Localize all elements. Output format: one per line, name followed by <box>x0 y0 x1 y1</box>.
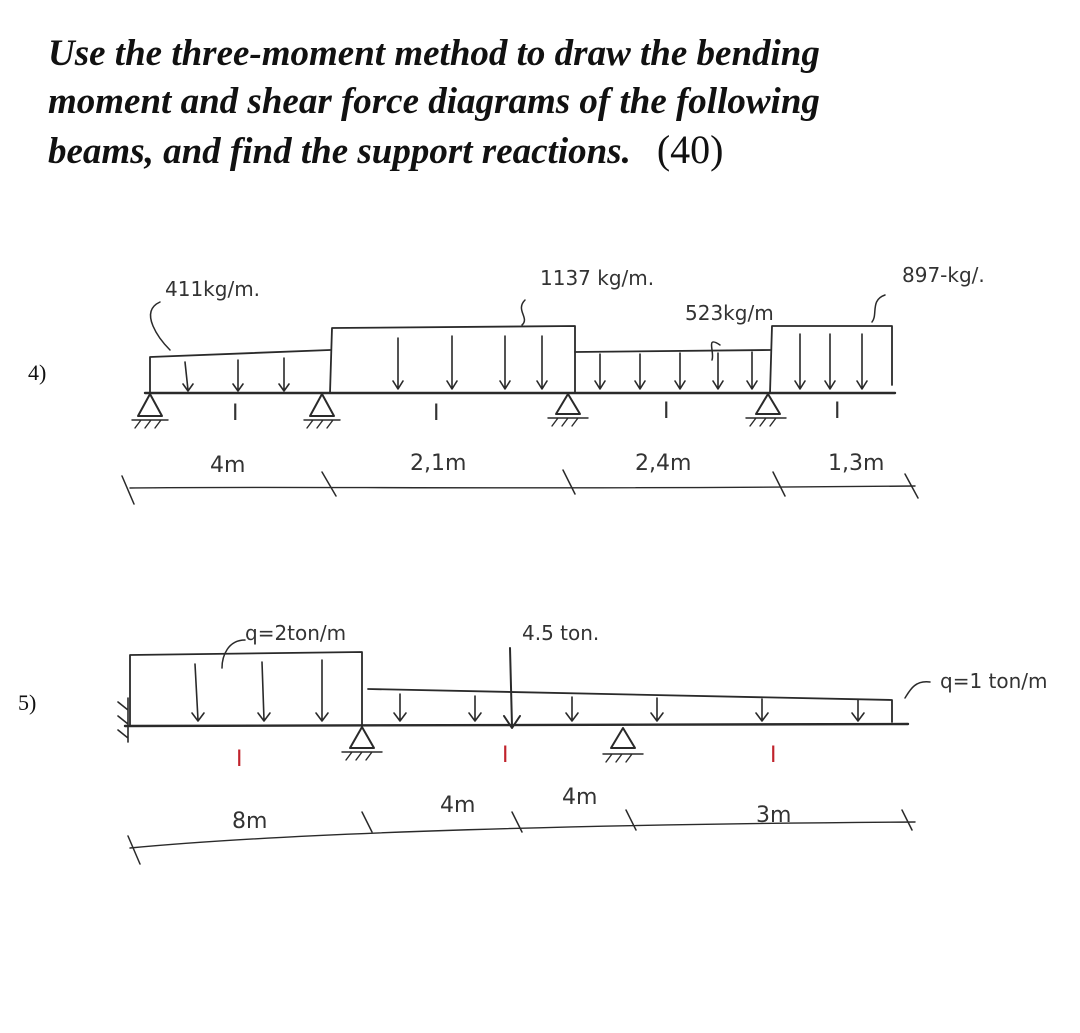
question-line-1: Use the three-moment method to draw the bending <box>48 33 820 74</box>
beam-5-span-3: 4m <box>562 785 598 810</box>
beam-4-load-1-label: 411kg/m. <box>165 277 261 301</box>
beam-5-load-1-label: q=2ton/m <box>245 621 347 645</box>
question-line-2: moment and shear force diagrams of the following <box>48 81 820 122</box>
question-line-3-text: beams, and find the support reactions. <box>48 131 631 172</box>
beam-4-leader-1 <box>151 302 170 350</box>
beam-4-inertia-1: I <box>232 401 239 426</box>
problem-number-4: 4) <box>28 360 47 385</box>
beam-4-support-3 <box>548 394 588 426</box>
beam-4-inertia-4: I <box>834 399 841 424</box>
beam-4-span-2: 2,1m <box>410 451 467 476</box>
beam-4-inertia-2: I <box>433 401 440 426</box>
beam-4-udl-1 <box>150 350 330 393</box>
beam-5-udl-1 <box>130 652 362 726</box>
beam-4-inertia-3: I <box>663 399 670 424</box>
beam-4-load-3-label: 523kg/m <box>685 301 774 325</box>
problem-number-5: 5) <box>18 690 37 715</box>
beam-5-load-3-label: q=1 ton/m <box>940 669 1048 693</box>
beam-4-load-4-label: 897-kg/. <box>902 263 985 287</box>
beam-5-span-1: 8m <box>232 809 268 834</box>
beam-5-span-4: 3m <box>756 803 792 828</box>
beam-4-udl-4 <box>770 326 892 393</box>
beam-5-fixed-support <box>118 698 128 742</box>
beam-4-support-1 <box>132 394 168 428</box>
beam-5-inertia-3: I <box>770 743 777 768</box>
beam-5-udl-2 <box>368 689 892 722</box>
beam-4-udl-3 <box>575 350 770 389</box>
beam-4-support-2 <box>304 394 340 428</box>
beam-4-span-1: 4m <box>210 453 246 478</box>
beam-5-point-load-arrow <box>504 648 520 728</box>
beam-4-load-2-label: 1137 kg/m. <box>540 266 655 290</box>
beam-5-load-2-label: 4.5 ton. <box>522 621 600 645</box>
beam-5-support-2 <box>603 728 643 762</box>
beam-4-dimension-line <box>130 486 915 488</box>
beam-4-leader-4 <box>872 295 885 322</box>
beam-5-support-1 <box>342 727 382 760</box>
beam-4-udl-2 <box>330 326 575 393</box>
beam-5-leader-2 <box>905 682 930 698</box>
beam-4-leader-2 <box>521 300 525 325</box>
beam-4-support-4 <box>746 394 786 426</box>
question-marks: (40) <box>656 127 724 172</box>
beam-5-inertia-2: I <box>502 743 509 768</box>
beam-5-inertia-1: I <box>236 747 243 772</box>
beam-4-span-3: 2,4m <box>635 451 692 476</box>
beam-5-span-2: 4m <box>440 793 476 818</box>
beam-4-span-4: 1,3m <box>828 451 885 476</box>
beam-5-line <box>125 724 908 726</box>
